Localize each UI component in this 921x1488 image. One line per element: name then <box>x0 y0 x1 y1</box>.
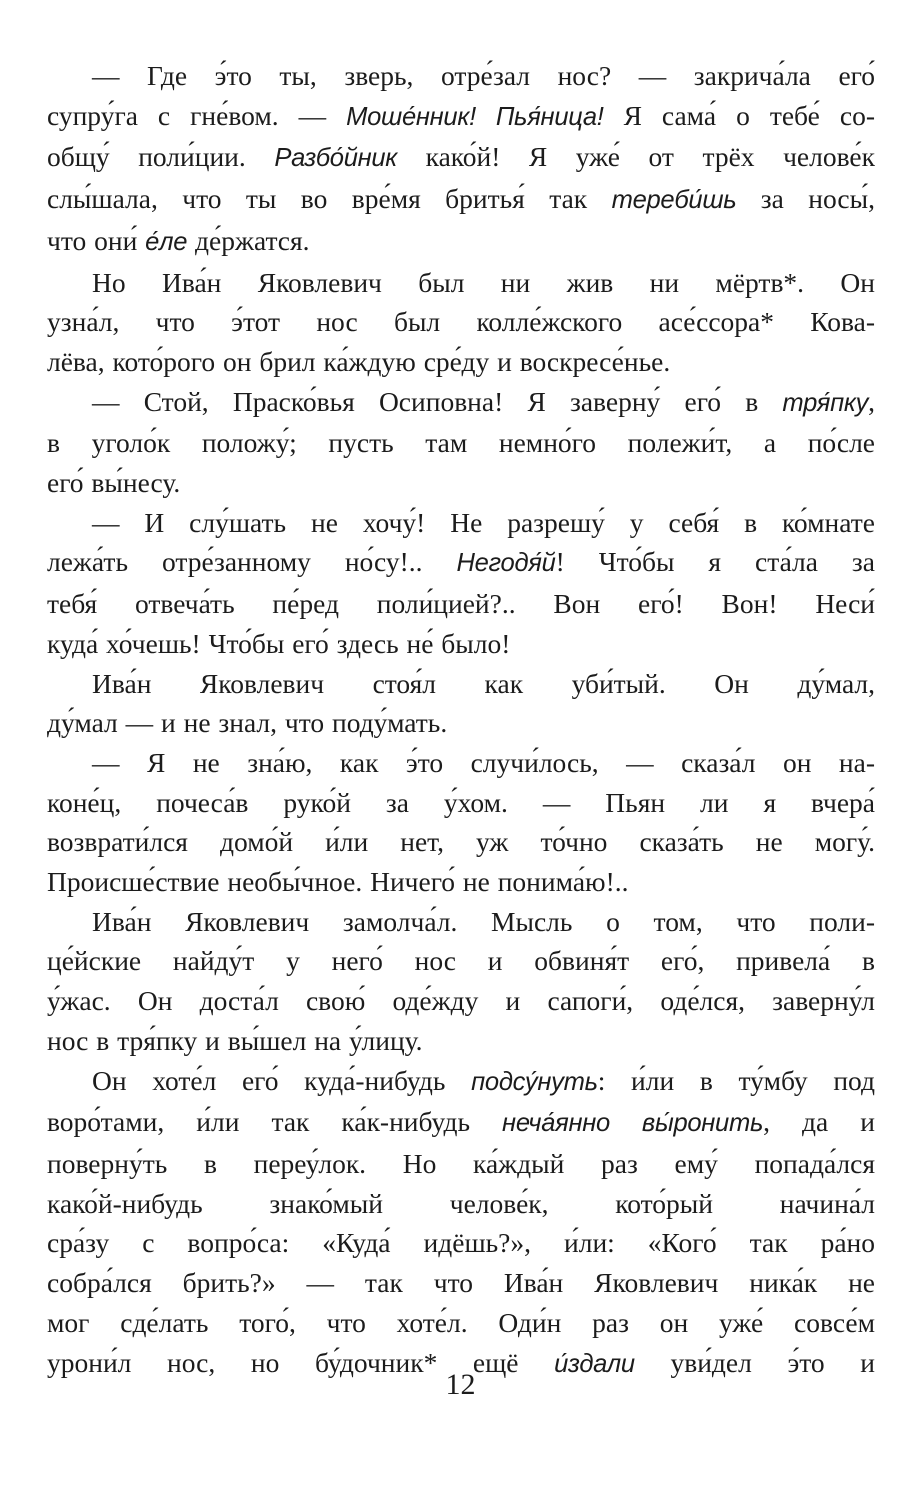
text-segment: како́й! Я уже́ от трёх челове́к <box>397 141 875 173</box>
text-line <box>47 1184 875 1224</box>
text-segment: — Стой, Праско́вья Осиповна! Я заверну́ его́ в <box>92 385 783 417</box>
emphasis-text: Разбо́йник <box>274 144 398 173</box>
text-line <box>47 1102 875 1144</box>
paragraph <box>47 1061 875 1385</box>
text-segment: мог сде́лать того́, что хоте́л. Оди́н раз он уже́ совсе́м <box>47 1306 875 1338</box>
text-line <box>47 137 875 179</box>
emphasis-text: Моше́нник! Пья́ница! <box>346 102 604 131</box>
text-line <box>47 941 875 981</box>
text-line <box>47 783 875 823</box>
text-segment: возврати́лся домо́й и́ли нет, уж то́чно сказа́ть не могу́. <box>47 826 875 858</box>
text-segment: Но Ива́н Яковлевич был ни жив ни мёртв*. Он <box>92 266 875 298</box>
text-segment: узна́л, что э́тот нос был колле́жского асе́ссора* Кова- <box>47 306 875 338</box>
paragraph <box>47 503 875 664</box>
text-segment: лёва, кото́рого он брил ка́ждую сре́ду и воскресе́нье. <box>47 345 671 377</box>
text-line <box>47 96 875 138</box>
text-line <box>47 302 875 342</box>
text-line <box>47 862 875 902</box>
text-line <box>47 703 875 743</box>
text-line <box>47 382 875 424</box>
text-block <box>47 56 875 1384</box>
paragraph <box>47 902 875 1061</box>
text-segment: собра́лся брить?» — так что Ива́н Яковлевич ника́к не <box>47 1267 875 1299</box>
emphasis-text: Негодя́й <box>456 549 556 578</box>
text-segment: Я сама́ о тебе́ со- <box>603 99 875 131</box>
text-line <box>47 743 875 783</box>
text-line <box>47 584 875 624</box>
text-line <box>47 822 875 862</box>
text-line <box>47 423 875 463</box>
text-segment: в уголо́к положу́; пусть там немно́го полежи́т, а по́сле <box>47 427 875 459</box>
paragraph <box>47 743 875 902</box>
text-segment: воро́тами, и́ли так ка́к-нибудь <box>47 1106 503 1138</box>
text-line <box>47 981 875 1021</box>
text-segment: за носы́, <box>736 183 875 215</box>
text-segment: : и́ли в ту́мбу под <box>597 1064 876 1096</box>
text-segment: Он хоте́л его́ куда́-нибудь <box>92 1064 472 1096</box>
text-segment: Ива́н Яковлевич стоя́л как уби́тый. Он ду́мал, <box>92 667 875 699</box>
text-segment: супру́га с гне́вом. — <box>47 99 347 131</box>
text-line <box>47 1263 875 1303</box>
text-line <box>47 263 875 303</box>
text-segment: тебя́ отвеча́ть пе́ред поли́цией?.. Вон его́! Вон! Неси́ <box>47 588 875 620</box>
text-segment: ду́мал — и не знал, что поду́мать. <box>47 707 448 739</box>
page-number: 12 <box>445 1368 476 1401</box>
text-segment: , да и <box>763 1106 875 1138</box>
text-line <box>47 342 875 382</box>
text-line <box>47 542 875 584</box>
text-line <box>47 1303 875 1343</box>
text-segment: что они́ <box>47 224 146 256</box>
emphasis-text: е́ле <box>145 227 188 256</box>
text-line <box>47 179 875 221</box>
text-segment: Происше́ствие необы́чное. Ничего́ не понима́ю!.. <box>47 866 629 898</box>
text-line <box>47 1223 875 1263</box>
emphasis-text: подсу́нуть <box>471 1067 598 1096</box>
text-segment: общу́ поли́ции. <box>47 141 275 173</box>
text-line <box>47 221 875 263</box>
text-segment: — И слу́шать не хочу́! Не разрешу́ у себя́ в ко́мнате <box>92 506 875 538</box>
text-line <box>47 1061 875 1103</box>
emphasis-text: и́здали <box>554 1349 635 1378</box>
text-segment: коне́ц, почеса́в руко́й за у́хом. — Пьян ли я вчера́ <box>47 786 875 818</box>
text-segment: куда́ хо́чешь! Что́бы его́ здесь не́ было! <box>47 627 511 659</box>
text-segment: ! Что́бы я ста́ла за <box>555 546 875 578</box>
emphasis-text: тря́пку <box>782 388 869 417</box>
text-segment: поверну́ть в переу́лок. Но ка́ждый раз ему́ попада́лся <box>47 1147 875 1179</box>
paragraph <box>47 56 875 263</box>
text-line <box>47 503 875 543</box>
text-line <box>47 902 875 942</box>
text-segment: нос в тря́пку и вы́шел на у́лицу. <box>47 1024 423 1056</box>
paragraph <box>47 263 875 382</box>
text-segment: — Я не зна́ю, как э́то случи́лось, — сказа́л он на- <box>92 746 875 778</box>
text-line <box>47 56 875 96</box>
text-line <box>47 624 875 664</box>
text-segment: лежа́ть отре́занному но́су!.. <box>47 546 457 578</box>
text-segment: уви́дел э́то и <box>634 1346 875 1378</box>
text-line <box>47 1144 875 1184</box>
text-segment: слы́шала, что ты во вре́мя бритья́ так <box>47 183 612 215</box>
text-line <box>47 664 875 704</box>
text-line <box>47 1021 875 1061</box>
paragraph <box>47 382 875 503</box>
text-segment: Ива́н Яковлевич замолча́л. Мысль о том, что поли- <box>92 905 875 937</box>
text-segment: сра́зу с вопро́са: «Куда́ идёшь?», и́ли: «Кого́ так ра́но <box>47 1227 875 1259</box>
text-segment: — Где э́то ты, зверь, отре́зал нос? — закрича́ла его́ <box>92 60 875 91</box>
text-segment: како́й-нибудь знако́мый челове́к, кото́рый начина́л <box>47 1187 875 1219</box>
text-segment: урони́л нос, но бу́дочник* ещё <box>47 1346 555 1378</box>
emphasis-text: неча́янно вы́ронить <box>502 1109 764 1138</box>
text-segment: , <box>868 385 875 417</box>
text-segment: его́ вы́несу. <box>47 467 181 499</box>
emphasis-text: тереби́шь <box>611 186 737 215</box>
text-segment: це́йские найду́т у него́ нос и обвиня́т его́, привела́ в <box>47 945 875 977</box>
text-segment: де́ржатся. <box>187 224 310 256</box>
text-segment: у́жас. Он доста́л свою́ оде́жду и сапоги́, оде́лся, заверну́л <box>47 985 875 1017</box>
text-line <box>47 463 875 503</box>
paragraph <box>47 664 875 743</box>
